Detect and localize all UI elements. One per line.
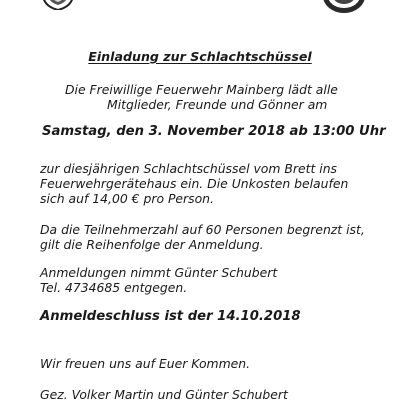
- limit-line-1: Da die Teilnehmerzahl auf 60 Personen begrenzt ist,: [40, 222, 365, 237]
- event-date: Samstag, den 3. November 2018 ab 13:00 Uhr: [42, 124, 386, 139]
- details-line-1: zur diesjährigen Schlachtschüssel vom Brett ins: [40, 161, 338, 176]
- signature-line: Gez. Volker Martin und Günter Schubert: [40, 387, 288, 400]
- limit-line-2: gilt die Reihenfolge der Anmeldung.: [40, 237, 264, 252]
- registration-line-1: Anmeldungen nimmt Günter Schubert: [40, 265, 278, 280]
- registration-deadline: Anmeldeschluss ist der 14.10.2018: [40, 309, 301, 324]
- invitation-title: Einladung zur Schlachtschüssel: [88, 49, 312, 64]
- intro-line-1: Die Freiwillige Feuerwehr Mainberg lädt alle: [65, 82, 338, 97]
- intro-line-2: Mitglieder, Freunde und Gönner am: [107, 97, 328, 112]
- registration-line-2: Tel. 4734685 entgegen.: [40, 280, 188, 295]
- fire-brigade-crest-icon: [40, 0, 76, 10]
- details-line-3: sich auf 14,00 € pro Person.: [40, 191, 214, 206]
- details-line-2: Feuerwehrgerätehaus ein. Die Unkosten belaufen: [40, 176, 349, 191]
- fire-department-badge-icon: [322, 0, 366, 14]
- closing-line: Wir freuen uns auf Euer Kommen.: [40, 356, 251, 371]
